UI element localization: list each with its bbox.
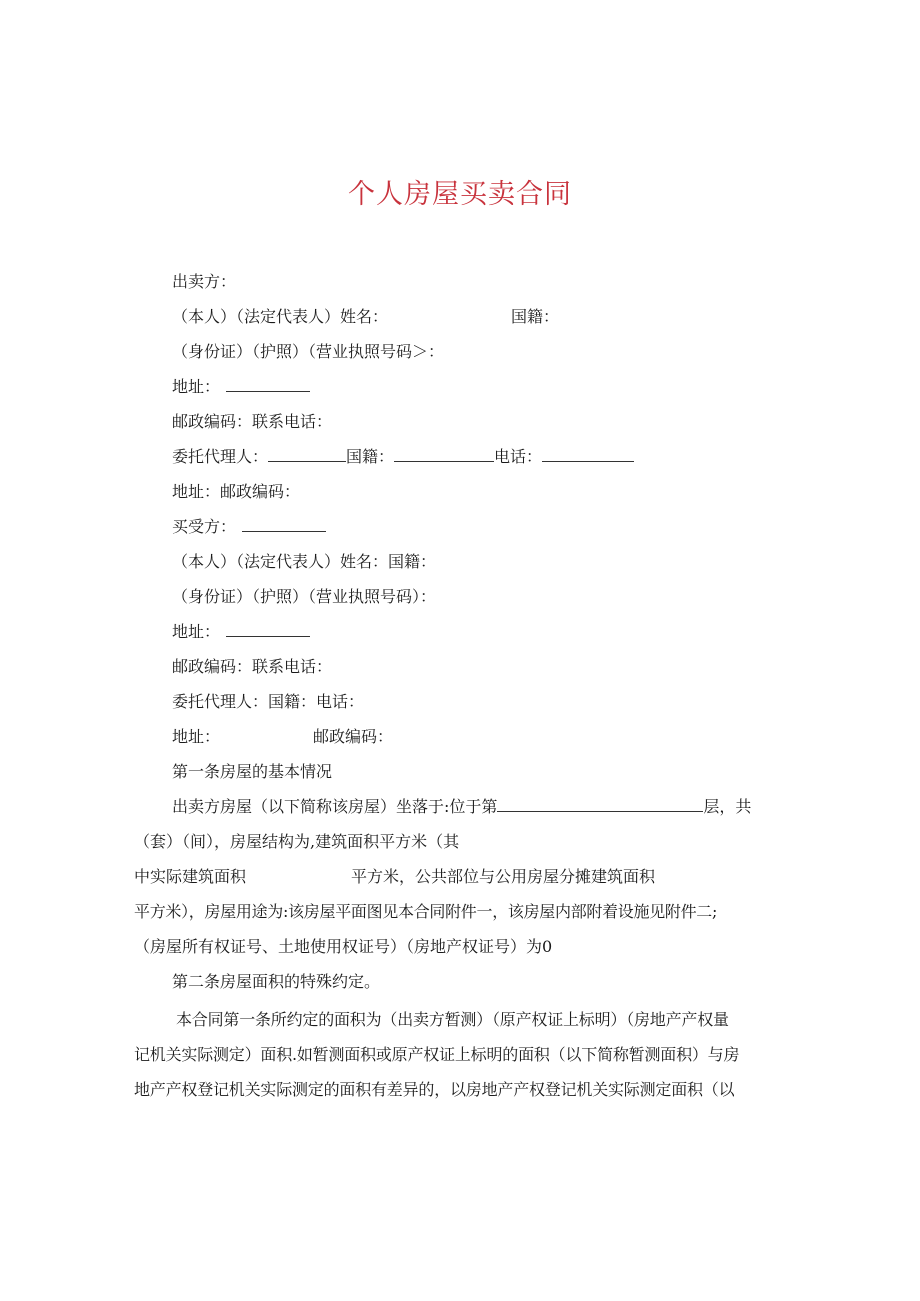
- article2-heading: 第二条房屋面积的特殊约定。: [172, 972, 381, 991]
- seller-agent-phone: 电话：: [494, 447, 543, 466]
- seller-address-blank: [226, 377, 310, 392]
- seller-name-row: （本人）（法定代表人）姓名：: [172, 307, 389, 326]
- buyer-heading-blank: [242, 517, 326, 532]
- seller-address-row: [172, 377, 310, 397]
- seller-postal-phone: 邮政编码：联系电话：: [172, 412, 333, 431]
- buyer-postal-phone: 邮政编码：联系电话：: [172, 657, 333, 676]
- seller-agent-label: 委托代理人：: [172, 447, 269, 466]
- seller-id-row: （身份证）（护照）（营业执照号码＞：: [172, 342, 445, 361]
- buyer-agent-row: 委托代理人：国籍：电话：: [172, 692, 365, 711]
- article1-line4: 平方米），房屋用途为:该房屋平面图见本合同附件一，该房屋内部附着设施见附件二;: [134, 902, 718, 921]
- buyer-agent-postal: 邮政编码：: [313, 727, 394, 746]
- article2-line1: 本合同第一条所约定的面积为（出卖方暂测）（原产权证上标明）（房地产产权量: [176, 1010, 729, 1029]
- article1-line1: [172, 797, 751, 817]
- seller-nationality: 国籍：: [511, 307, 560, 326]
- buyer-heading: 买受方：: [172, 517, 237, 536]
- seller-agent-nationality: 国籍：: [346, 447, 395, 466]
- buyer-address-label: 地址：: [172, 622, 221, 641]
- seller-agent-address: 地址：邮政编码：: [172, 482, 301, 501]
- buyer-address-blank: [226, 622, 310, 637]
- article1-floor-blank: [497, 797, 703, 812]
- article1-line3-start: 中实际建筑面积: [134, 867, 247, 886]
- buyer-agent-address: 地址：: [172, 727, 221, 746]
- article2-line3: 地产产权登记机关实际测定的面积有差异的，以房地产产权登记机关实际测定面积（以: [134, 1080, 735, 1099]
- buyer-name-row: （本人）（法定代表人）姓名：国籍：: [172, 552, 437, 571]
- buyer-id-row: （身份证）（护照）（营业执照号码）：: [172, 587, 437, 606]
- seller-agent-blank: [268, 447, 346, 462]
- buyer-heading-row: [172, 517, 326, 537]
- seller-agent-nationality-blank: [394, 447, 494, 462]
- article1-line1-end: 层，共: [703, 797, 752, 816]
- seller-agent-phone-blank: [542, 447, 634, 462]
- document-title: 个人房屋买卖合同: [348, 179, 572, 210]
- seller-agent-row: [172, 447, 634, 467]
- article2-line2: 记机关实际测定）面积.如暂测面积或原产权证上标明的面积（以下简称暂测面积）与房: [134, 1045, 740, 1064]
- article1-line1-start: 出卖方房屋（以下简称该房屋）坐落于:位于第: [172, 797, 498, 816]
- buyer-address-row: [172, 622, 310, 642]
- seller-address-label: 地址：: [172, 377, 221, 396]
- article1-line2: （套）（间），房屋结构为,建筑面积平方米（其: [134, 832, 460, 851]
- article1-line5: （房屋所有权证号、土地使用权证号）（房地产权证号）为0: [134, 937, 553, 956]
- article1-line3-end: 平方米，公共部位与公用房屋分摊建筑面积: [351, 867, 656, 886]
- article1-heading: 第一条房屋的基本情况: [172, 762, 333, 781]
- seller-heading: 出卖方：: [172, 272, 237, 291]
